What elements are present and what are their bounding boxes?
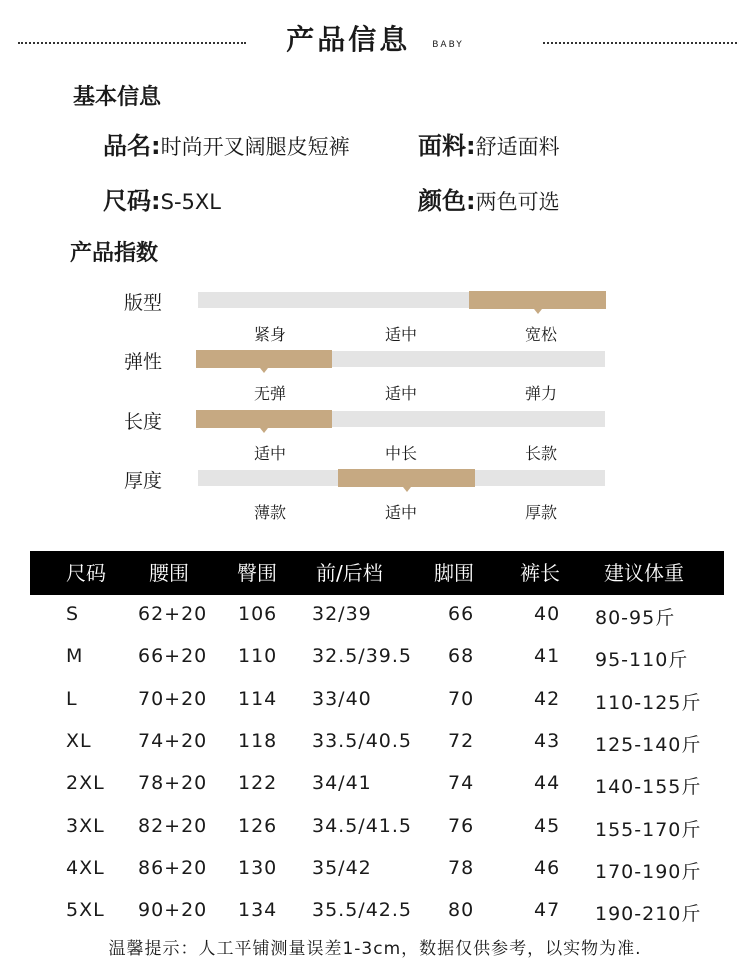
table-cell: 80 — [448, 899, 475, 922]
table-cell: 4XL — [66, 856, 105, 879]
index-option-label: 宽松 — [524, 325, 557, 344]
table-cell: 34/41 — [312, 772, 372, 795]
index-option-label: 紧身 — [253, 325, 286, 344]
table-cell: L — [66, 687, 78, 710]
table-cell: 170-190斤 — [595, 860, 702, 883]
index-label: 长度 — [124, 411, 163, 433]
table-cell: 47 — [534, 899, 561, 922]
table-cell: 122 — [238, 772, 278, 795]
index-option-label: 适中 — [384, 384, 417, 403]
product-index-heading: 产品指数 — [70, 241, 159, 266]
fabric-value: 舒适面料 — [475, 135, 560, 159]
table-cell: 70+20 — [138, 687, 208, 710]
table-cell: 46 — [534, 856, 561, 879]
basic-info-heading: 基本信息 — [73, 85, 162, 110]
table-cell: 82+20 — [138, 814, 208, 837]
table-cell: 106 — [238, 603, 278, 625]
color-label: 颜色: — [418, 187, 476, 215]
table-cell: 34.5/41.5 — [312, 814, 413, 837]
table-cell: 33/40 — [312, 687, 372, 710]
page-title — [0, 18, 750, 58]
table-cell: 130 — [238, 856, 278, 879]
table-cell: 125-140斤 — [595, 733, 702, 756]
table-cell: 70 — [448, 687, 475, 710]
product-name-label: 品名: — [103, 132, 161, 160]
table-cell: 114 — [238, 687, 278, 710]
index-selected-indicator — [338, 469, 475, 487]
index-option-label: 无弹 — [253, 384, 286, 403]
index-selected-indicator — [196, 410, 332, 428]
index-selected-indicator — [196, 350, 332, 368]
table-cell: 33.5/40.5 — [312, 729, 413, 752]
table-cell: M — [66, 645, 84, 668]
index-option-label: 适中 — [384, 503, 417, 522]
table-cell: 126 — [238, 814, 278, 837]
index-option-label: 适中 — [384, 325, 417, 344]
fabric-row — [418, 126, 560, 161]
index-option-label: 长款 — [524, 444, 557, 463]
table-cell: 78+20 — [138, 772, 208, 795]
table-cell: 86+20 — [138, 856, 208, 879]
table-cell: 45 — [534, 814, 561, 837]
table-cell: 80-95斤 — [595, 607, 676, 629]
table-cell: 62+20 — [138, 603, 208, 625]
table-cell: 35.5/42.5 — [312, 899, 413, 922]
table-cell: 190-210斤 — [595, 903, 702, 926]
column-header: 前/后档 — [316, 561, 383, 585]
table-cell: 42 — [534, 687, 561, 710]
size-row — [103, 181, 221, 216]
index-label: 厚度 — [124, 470, 163, 492]
index-option-label: 适中 — [253, 444, 286, 463]
page-title-text: 产品信息 — [286, 23, 411, 56]
table-cell: 74 — [448, 772, 475, 795]
column-header: 裤长 — [520, 561, 560, 585]
page-subtitle: BABY — [432, 39, 464, 50]
index-option-label: 中长 — [384, 444, 417, 463]
table-cell: 66 — [448, 603, 475, 625]
index-option-label: 薄款 — [253, 503, 286, 522]
table-cell: 44 — [534, 772, 561, 795]
table-cell: 66+20 — [138, 645, 208, 668]
table-cell: XL — [66, 729, 92, 752]
column-header: 建议体重 — [604, 561, 684, 585]
table-cell: 110 — [238, 645, 278, 668]
table-cell: 140-155斤 — [595, 776, 702, 799]
index-option-label: 厚款 — [524, 503, 557, 522]
table-cell: 32.5/39.5 — [312, 645, 413, 668]
product-name-row — [103, 126, 350, 161]
index-option-label: 弹力 — [524, 384, 557, 403]
table-cell: 118 — [238, 729, 278, 752]
table-cell: 90+20 — [138, 899, 208, 922]
size-value: S-5XL — [160, 190, 221, 214]
table-cell: 2XL — [66, 772, 105, 795]
table-cell: 72 — [448, 729, 475, 752]
color-row — [418, 181, 560, 216]
table-cell: 134 — [238, 899, 278, 922]
table-cell: 43 — [534, 729, 561, 752]
table-cell: S — [66, 603, 80, 625]
column-header: 臀围 — [237, 561, 277, 585]
table-cell: 40 — [534, 603, 561, 625]
fabric-label: 面料: — [418, 132, 476, 160]
size-table-header — [30, 551, 724, 595]
table-cell: 35/42 — [312, 856, 372, 879]
table-cell: 78 — [448, 856, 475, 879]
size-label: 尺码: — [103, 187, 161, 215]
table-cell: 68 — [448, 645, 475, 668]
column-header: 脚围 — [434, 561, 474, 585]
table-cell: 32/39 — [312, 603, 372, 625]
table-cell: 5XL — [66, 899, 105, 922]
table-cell: 110-125斤 — [595, 691, 702, 714]
table-cell: 155-170斤 — [595, 818, 702, 841]
color-value: 两色可选 — [475, 190, 560, 214]
table-cell: 95-110斤 — [595, 649, 689, 672]
index-label: 弹性 — [124, 351, 163, 373]
table-cell: 74+20 — [138, 729, 208, 752]
column-header: 尺码 — [66, 561, 106, 585]
table-cell: 41 — [534, 645, 561, 668]
table-cell: 3XL — [66, 814, 105, 837]
measurement-note: 温馨提示：人工平铺测量误差1-3cm，数据仅供参考，以实物为准. — [108, 939, 642, 959]
table-cell: 76 — [448, 814, 475, 837]
index-selected-indicator — [469, 291, 606, 309]
product-name-value: 时尚开叉阔腿皮短裤 — [160, 135, 350, 159]
column-header: 腰围 — [149, 561, 189, 585]
index-label: 版型 — [124, 292, 163, 314]
